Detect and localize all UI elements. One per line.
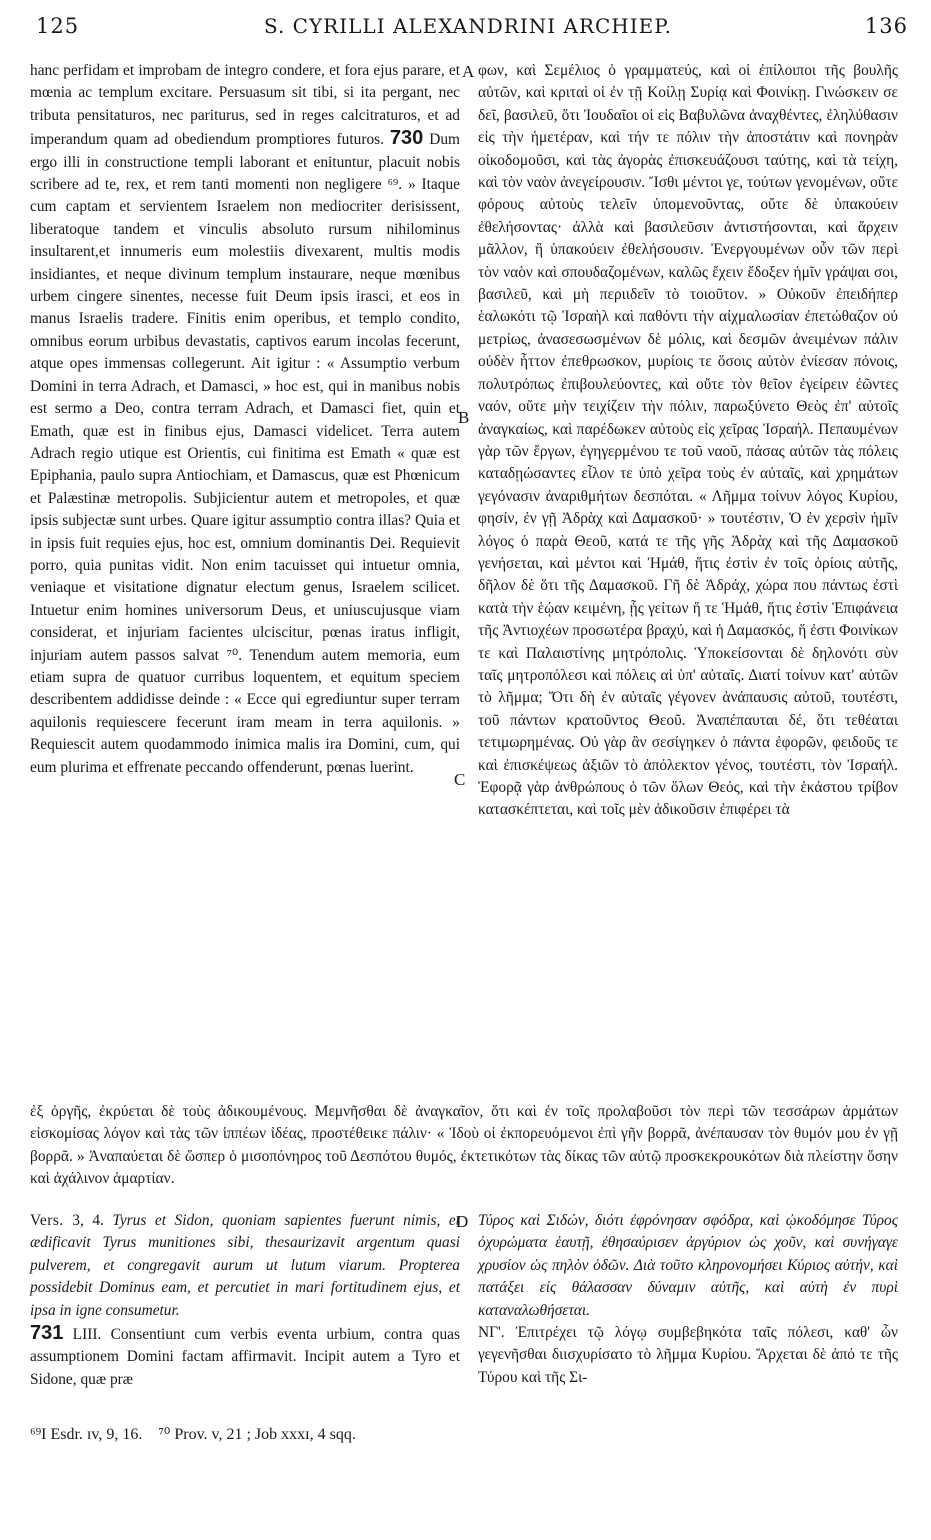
latin-text-part1: hanc perfidam et improbam de integro condere, et fora ejus parare, et mœnia ac templum excitare. Persuasum sit tibi, si ita pergant, nec tributa pensitaturos, nec pariturus, sed in reges calcitraturos, et ad imperandum quam ad obediendum promptiores futuros. xyxy=(30,62,460,149)
latin-paragraph xyxy=(30,60,460,779)
margin-marker-b: B xyxy=(458,408,470,427)
page-number-left: 125 xyxy=(36,14,80,38)
latin-chapter-text: Consentiunt cum verbis eventa urbium, contra quas assumptionem Domini factam affirmavit. Incipit autem a Tyro et Sidone, quæ præ xyxy=(30,1326,460,1388)
chapter-number-latin: LIII. xyxy=(72,1326,102,1344)
verse-label: Vers. xyxy=(30,1212,64,1229)
greek-verse-paragraph xyxy=(478,1210,898,1322)
full-width-greek-text: ἐξ ὀργῆς, ἐκρύεται δὲ τοὺς ἀδικουμένους. Μεμνῆσθαι δὲ ἀναγκαῖον, ὅτι καὶ ἐν τοῖς προλαβοῦσι τὸν περὶ τῶν τεσσάρων ἁρμάτων εἰσκομίσας λόγον καὶ τὰς τῶν ἱππέων ἰδέας, προστέθεικε πάλιν· « Ἰδοὺ οἱ ἐκπορευόμενοι ἐπὶ γῆν βορρᾶ, ἀνέπαυσαν τὸν θυμόν μου ἐν γῇ βορρᾶ. » Ἀναπαύεται δὲ ὥσπερ ὁ μισοπόνηρος τοῦ Δεσπότου θυμός, ἐκτετικότων τὰς δίκας τῶν αὐτῷ προσκεκρουκότων διὰ πλείστην ὅσην καὶ ἀχάλινον ἁμαρτίαν. xyxy=(30,1103,898,1188)
verse-reference: 3, 4. xyxy=(72,1212,104,1229)
page-number-right: 136 xyxy=(864,14,908,38)
greek-column-2 xyxy=(478,1210,898,1389)
running-header xyxy=(28,14,908,42)
latin-column xyxy=(30,60,460,1095)
margin-marker-c: C xyxy=(454,770,466,789)
margin-marker-a: A xyxy=(462,62,475,81)
greek-paragraph: φων, καὶ Σεμέλιος ὁ γραμματεύς, καὶ οἱ ἐπίλοιποι τῆς βουλῆς αὐτῶν, καὶ κριταὶ οἱ ἐν τῇ Κοίλῃ Συρίᾳ καὶ Φοινίκῃ. Γινώσκειν σε δεῖ, βασιλεῦ, ὅτι Ἰουδαῖοι οἱ εἰς Βαβυλῶνα ἀναχθέντες, ἐληλύθασιν εἰς τὴν ἡμετέραν, καὶ τήν τε πόλιν τὴν ἀποστάτιν καὶ πονηρὰν οἰκοδομοῦσι, καὶ τὰς ἀγορὰς ἐπισκευάζουσι ταύτης, καὶ τὰ τείχη, καὶ τὸν ναὸν ἀνεγείρουσιν. Ἴσθι μέντοι γε, τούτων γενομένων, οὔτε φόρους αὐτοὺς τελεῖν ὑπομενοῦντας, οὔτε δὲ ὑπακούειν ἐθελήσοντας· ἀλλὰ καὶ βασιλεῦσιν ἀντιστήσονται, καὶ ἄρχειν μᾶλλον, ἢ ὑπακούειν ἐθελήσουσιν. Ἐνεργουμένων οὖν τῶν περὶ τὸν ναὸν καὶ σπουδαζομένων, καλῶς ἔχειν ἔδοξεν ἡμῖν γράψαι σοι, βασιλεῦ, καὶ μὴ περιιδεῖν τὸ τοιοῦτον. » Οὐκοῦν ἐπειδήπερ ἑαλωκότι τῷ Ἰσραὴλ καὶ παθόντι τὴν αἰχμαλωσίαν ἐπετώθαζον οὐ μετρίως, ἀνασεσωσμένων δὲ μόλις, καὶ δεσμῶν ἀνειμένων πάλιν οὐδὲν ἧττον ἐπεθρωσκον, μυρίοις τε ὅσοις αὐτὸν ἐνίεσαν πόνοις, πολυτρόπως ἐπιβουλεύοντες, καὶ οὔτε τὸν θεῖον ἐγείρειν ἐῶντες ναόν, οὔτε μὴν τειχίζειν τὴν πόλιν, παρωξύνετο Θεὸς ἐπ' αὐτοῖς ἀναγκαίως, καὶ παρέδωκεν αὐτοὺς εἰς χεῖρας Ἰσραήλ. Πεπαυμένων γὰρ τῶν ἔργων, ἐγηγερμένου τε τοῦ ναοῦ, πάσας αὐτῶν τὰς πόλεις καταδῃώσαντες εἶλον τε ὑπὸ χεῖρα τοὺς ἐν αὐταῖς, καὶ χρημάτων γεγόνασιν ἀναριθμήτων δεσπόται. « Λῆμμα τοίνυν λόγος Κυρίου, φησίν, ἐν γῇ Ἀδρὰχ καὶ Δαμασκοῦ· » τουτέστιν, Ὁ ἐν χερσὶν ἡμῖν λόγος ὁ παρὰ Θεοῦ, κατά τε τῆς γῆς Ἀδρὰχ καὶ τῆς Δαμασκοῦ γενήσεται, καὶ μέντοι καὶ Ἡμάθ, ἥτις ἐστὶν ἐν τοῖς ὁρίοις αὐτῆς, δῆλον δὲ ὅτι τῆς Δαμασκοῦ. Γῆ δὲ Ἀδράχ, χώρα που πάντως ἐστὶ κατὰ τὴν ἑῴαν κειμένη, ᾗς γείτων ἥ τε Ἡμάθ, ἥτις ἐστὶν Ἐπιφάνεια τῆς Ἀντιοχέων προσωτέρα βραχύ, καὶ ἡ Δαμασκός, ἥ ἐστι Φοινίκων τε καὶ Παλαιστίνης μητρόπολις. Ὑποκείσονται δὲ δηλονότι σὺν ταῖς μητροπόλεσι καὶ πόλεις αἱ ὑπ' αὐταῖς. Διατί τοίνυν κατ' αὐτῶν τὸ λῆμμα; Ὅτι δὴ ἐν αὐταῖς γέγονεν ἀνάπαυσις αὐτοῦ, τουτέστι, τοῦ πάντων κρατοῦντος Θεοῦ. Ἀναπέπαυται δέ, ὅτι τεθέαται τετιμωρημένας. Οὐ γὰρ ἂν σεσίγηκεν ὁ πάντα ἐφορῶν, φειδοῦς τε καὶ ἐπισκέψεως ἀξιῶν τὸ ἀπόλεκτον γένος, τουτέστι, τὸν Ἰσραήλ. Ἐφορᾷ γὰρ ἀνθρώπους ὁ τῶν ὅλων Θεός, καὶ τὴν ἑκάστου τρίβον κατασκέπτεται, καὶ τοῖς μὲν ἀδικοῦσιν ἐπιφέρει τὰ xyxy=(478,62,898,819)
greek-column xyxy=(478,60,898,1095)
column-number-730: 730 xyxy=(389,127,424,150)
margin-marker-d: D xyxy=(456,1212,469,1231)
latin-verse-text: Tyrus et Sidon, quoniam sapientes fuerunt nimis, et ædificavit Tyrus munitiones sibi, thesaurizavit argentum quasi pulverem, et congregavit aurum ut lutum viarum. Propterea possidebit Dominus eam, et percutiet in mari fortitudinem ejus, et ipsa in igne consumetur. xyxy=(30,1212,461,1319)
latin-chapter-paragraph xyxy=(30,1322,460,1391)
column-number-731: 731 xyxy=(30,1322,64,1345)
greek-chapter-text: Ἐπιτρέχει τῷ λόγῳ συμβεβηκότα ταῖς πόλεσι, καθ' ὧν γεγενῆσθαι διισχυρίσατο τὸ λῆμμα Κυρίου. Ἄρχεται δὲ ἀπό τε τῆς Τύρου καὶ τῆς Σι- xyxy=(478,1324,898,1386)
footnotes xyxy=(30,1424,898,1444)
latin-verse-paragraph xyxy=(30,1210,460,1322)
footnote-69: ⁶⁹I Esdr. ɪv, 9, 16. xyxy=(30,1426,143,1443)
greek-chapter-paragraph xyxy=(478,1322,898,1389)
chapter-number-greek: ΝΓ'. xyxy=(478,1324,505,1342)
running-title: S. CYRILLI ALEXANDRINI ARCHIEP. xyxy=(263,14,673,38)
greek-verse-text: Τύρος καὶ Σιδών, διότι ἐφρόνησαν σφόδρα, καὶ ᾠκοδόμησε Τύρος ὀχυρώματα ἑαυτῇ, ἐθησαύρισεν ἀργύριον ὡς χοῦν, καὶ συνήγαγε χρυσίον ὡς πηλὸν ὁδῶν. Διὰ τοῦτο κληρονομήσει Κύριος αὐτήν, καὶ πατάξει εἰς θάλασσαν δύναμιν αὐτῆς, καὶ αὐτὴ ἐν πυρὶ καταναλωθήσεται. xyxy=(478,1212,898,1319)
latin-text-part2: Dum ergo illi in constructione templi laborant et enituntur, placuit nobis scribere ad te, rex, et rem tanti momenti non negligere ⁶⁹. » Itaque cum captam et servientem Israelem non mediocriter derisissent, liberatoque tandem et vinculis absoluto rursum nihilominus insultarent,et innumeris eum molestiis divexarent, multis modis insidiantes, et neque divinum templum instaurare, neque mœnibus urbem cingere sinentes, necesse fuit Deum ipsis irasci, et eos in manus Israelis tradere. Finitis enim operibus, et templo condito, omnibus eorum urbibus devastatis, captivos earum incolas fecerunt, atque opes immensas collegerunt. Ait igitur : « Assumptio verbum Domini in terra Adrach, et Damasci, » hoc est, qui in manibus nobis est sermo a Deo, contra terram Adrach, et Damasci fiet, quin et Emath, quæ est in finibus ejus, Damasci videlicet. Terra autem Adrach regio utique est Orientis, cui finitima est Emath « quæ est Epiphania, paulo supra Antiochiam, et Damascus, quæ est Phœnicum et Palæstinæ metropolis. Subjicientur autem et metropoles, et quæ ipsis subjectæ sunt urbes. Quare igitur assumptio contra illas? Quia et in ipsis fuit requies ejus, hoc est, omnium dominantis Dei. Requievit porro, quia punitas vidit. Non enim tacuisset qui intuetur omnia, veniaque et visitatione dignatur electum genus, Israelem scilicet. Intuetur enim homines universorum Deus, et uniuscujusque viam considerat, et injuriam facientes ulciscitur, pœnas iratus infligit, injuriam autem passos salvat ⁷⁰. Tenendum autem memoria, eum etiam supra de quatuor curribus loquentem, et equitum speciem describentem addidisse deinde : « Ecce qui egrediuntur super terram aquilonis requiescere fecerunt iram meam in terra aquilonis. » Requiescit autem quodammodo inimica malis ira Domini, cum, qui eum plurima et effrenate peccando offenderunt, pœnas luerint. xyxy=(30,131,460,776)
latin-column-2 xyxy=(30,1210,460,1391)
footnote-70: ⁷⁰ Prov. v, 21 ; Job xxxɪ, 4 sqq. xyxy=(158,1426,356,1443)
